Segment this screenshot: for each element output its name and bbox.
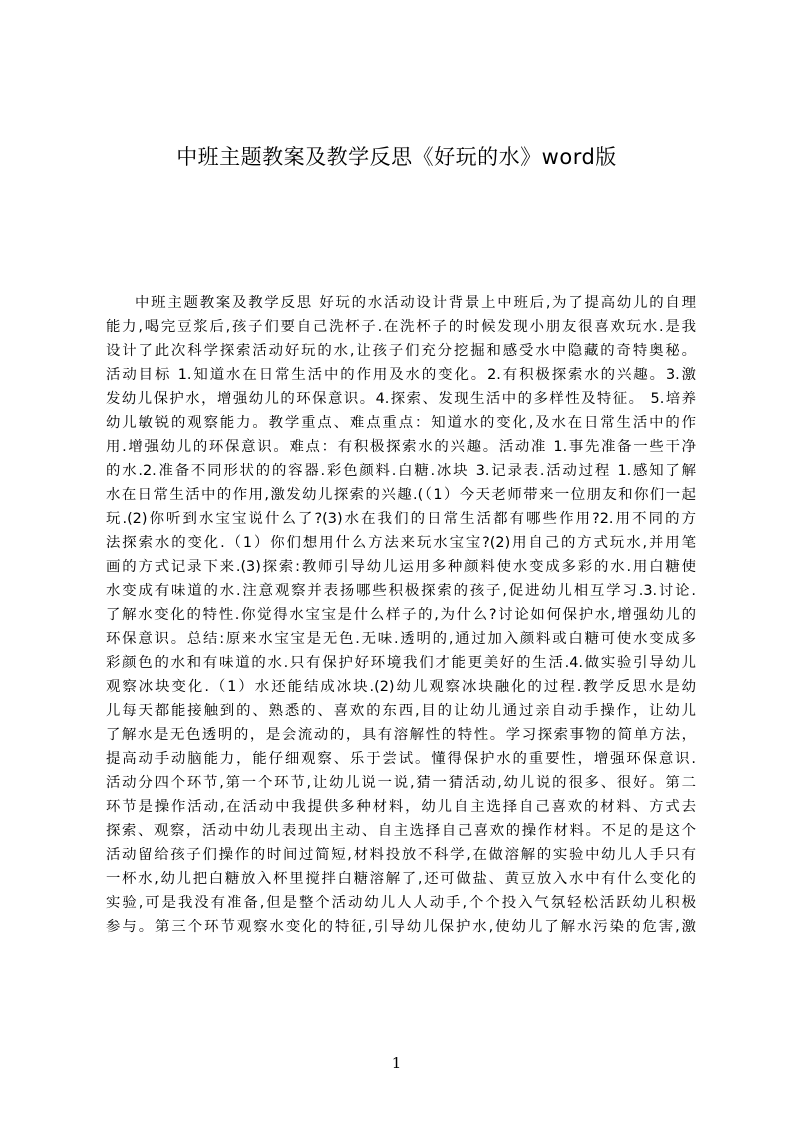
text-line: 环保意识。总结:原来水宝宝是无色.无味.透明的,通过加入颜料或白糖可使水变成多	[106, 631, 696, 647]
text-line: 画的方式记录下来.(3)探索:教师引导幼儿运用多种颜料使水变成多彩的水.用白糖使	[106, 559, 696, 575]
text-line: 水在日常生活中的作用,激发幼儿探索的兴趣.(（1）今天老师带来一位朋友和你们一起	[106, 487, 696, 503]
text-line: 参与。第三个环节观察水变化的特征,引导幼儿保护水,使幼儿了解水污染的危害,激	[106, 919, 696, 935]
text-line: 中班主题教案及教学反思 好玩的水活动设计背景上中班后,为了提高幼儿的自理	[135, 295, 696, 311]
text-line: 能力,喝完豆浆后,孩子们要自己洗杯子.在洗杯子的时候发现小朋友很喜欢玩水.是我	[106, 319, 696, 335]
text-line: 活动目标 1.知道水在日常生活中的作用及水的变化。2.有积极探索水的兴趣。3.激	[106, 367, 696, 383]
text-line: 提高动手动脑能力，能仔细观察、乐于尝试。懂得保护水的重要性，增强环保意识.	[106, 751, 696, 767]
text-line: 儿每天都能接触到的、熟悉的、喜欢的东西,目的让幼儿通过亲自动手操作，让幼儿	[106, 703, 696, 719]
document-title: 中班主题教案及教学反思《好玩的水》word版	[176, 145, 617, 169]
text-line: 用.增强幼儿的环保意识。难点：有积极探索水的兴趣。活动准 1.事先准备一些干净	[106, 439, 696, 455]
text-line: 彩颜色的水和有味道的水.只有保护好环境我们才能更美好的生活.4.做实验引导幼儿	[106, 655, 696, 671]
text-line: 幼儿敏锐的观察能力。教学重点、难点重点：知道水的变化,及水在日常生活中的作	[106, 415, 696, 431]
body-text	[106, 291, 696, 939]
text-line: 环节是操作活动,在活动中我提供多种材料，幼儿自主选择自己喜欢的材料、方式去	[106, 799, 696, 815]
text-line: 探索、观察，活动中幼儿表现出主动、自主选择自己喜欢的操作材料。不足的是这个	[106, 823, 696, 839]
text-line: 观察冰块变化.（1）水还能结成冰块.(2)幼儿观察冰块融化的过程.教学反思水是幼	[106, 679, 696, 695]
text-line: 法探索水的变化.（1）你们想用什么方法来玩水宝宝?(2)用自己的方式玩水,并用笔	[106, 535, 696, 551]
text-line: 活动分四个环节,第一个环节,让幼儿说一说,猜一猜活动,幼儿说的很多、很好。第二	[106, 775, 696, 791]
text-line: 的水.2.准备不同形状的的容器.彩色颜料.白糖.冰块 3.记录表.活动过程 1.感知了解	[106, 463, 696, 479]
text-line: 了解水变化的特性.你觉得水宝宝是什么样子的,为什么?讨论如何保护水,增强幼儿的	[106, 607, 696, 623]
text-line: 水变成有味道的水.注意观察并表扬哪些积极探索的孩子,促进幼儿相互学习.3.讨论.	[106, 583, 696, 599]
text-line: 玩.(2)你听到水宝宝说什么了?(3)水在我们的日常生活都有哪些作用?2.用不同的方	[106, 511, 696, 527]
page-number: 1	[391, 1054, 402, 1072]
text-line: 发幼儿保护水，增强幼儿的环保意识。4.探索、发现生活中的多样性及特征。 5.培养	[106, 391, 696, 407]
text-line: 活动留给孩子们操作的时间过简短,材料投放不科学,在做溶解的实验中幼儿人手只有	[106, 847, 696, 863]
text-line: 了解水是无色透明的，是会流动的，具有溶解性的特性。学习探索事物的简单方法，	[106, 727, 696, 743]
text-line: 一杯水,幼儿把白糖放入杯里搅拌白糖溶解了,还可做盐、黄豆放入水中有什么变化的	[106, 871, 696, 887]
text-line: 实验,可是我没有准备,但是整个活动幼儿人人动手,个个投入气氛轻松活跃幼儿积极	[106, 895, 696, 911]
text-line: 设计了此次科学探索活动好玩的水,让孩子们充分挖掘和感受水中隐藏的奇特奥秘。	[106, 343, 696, 359]
